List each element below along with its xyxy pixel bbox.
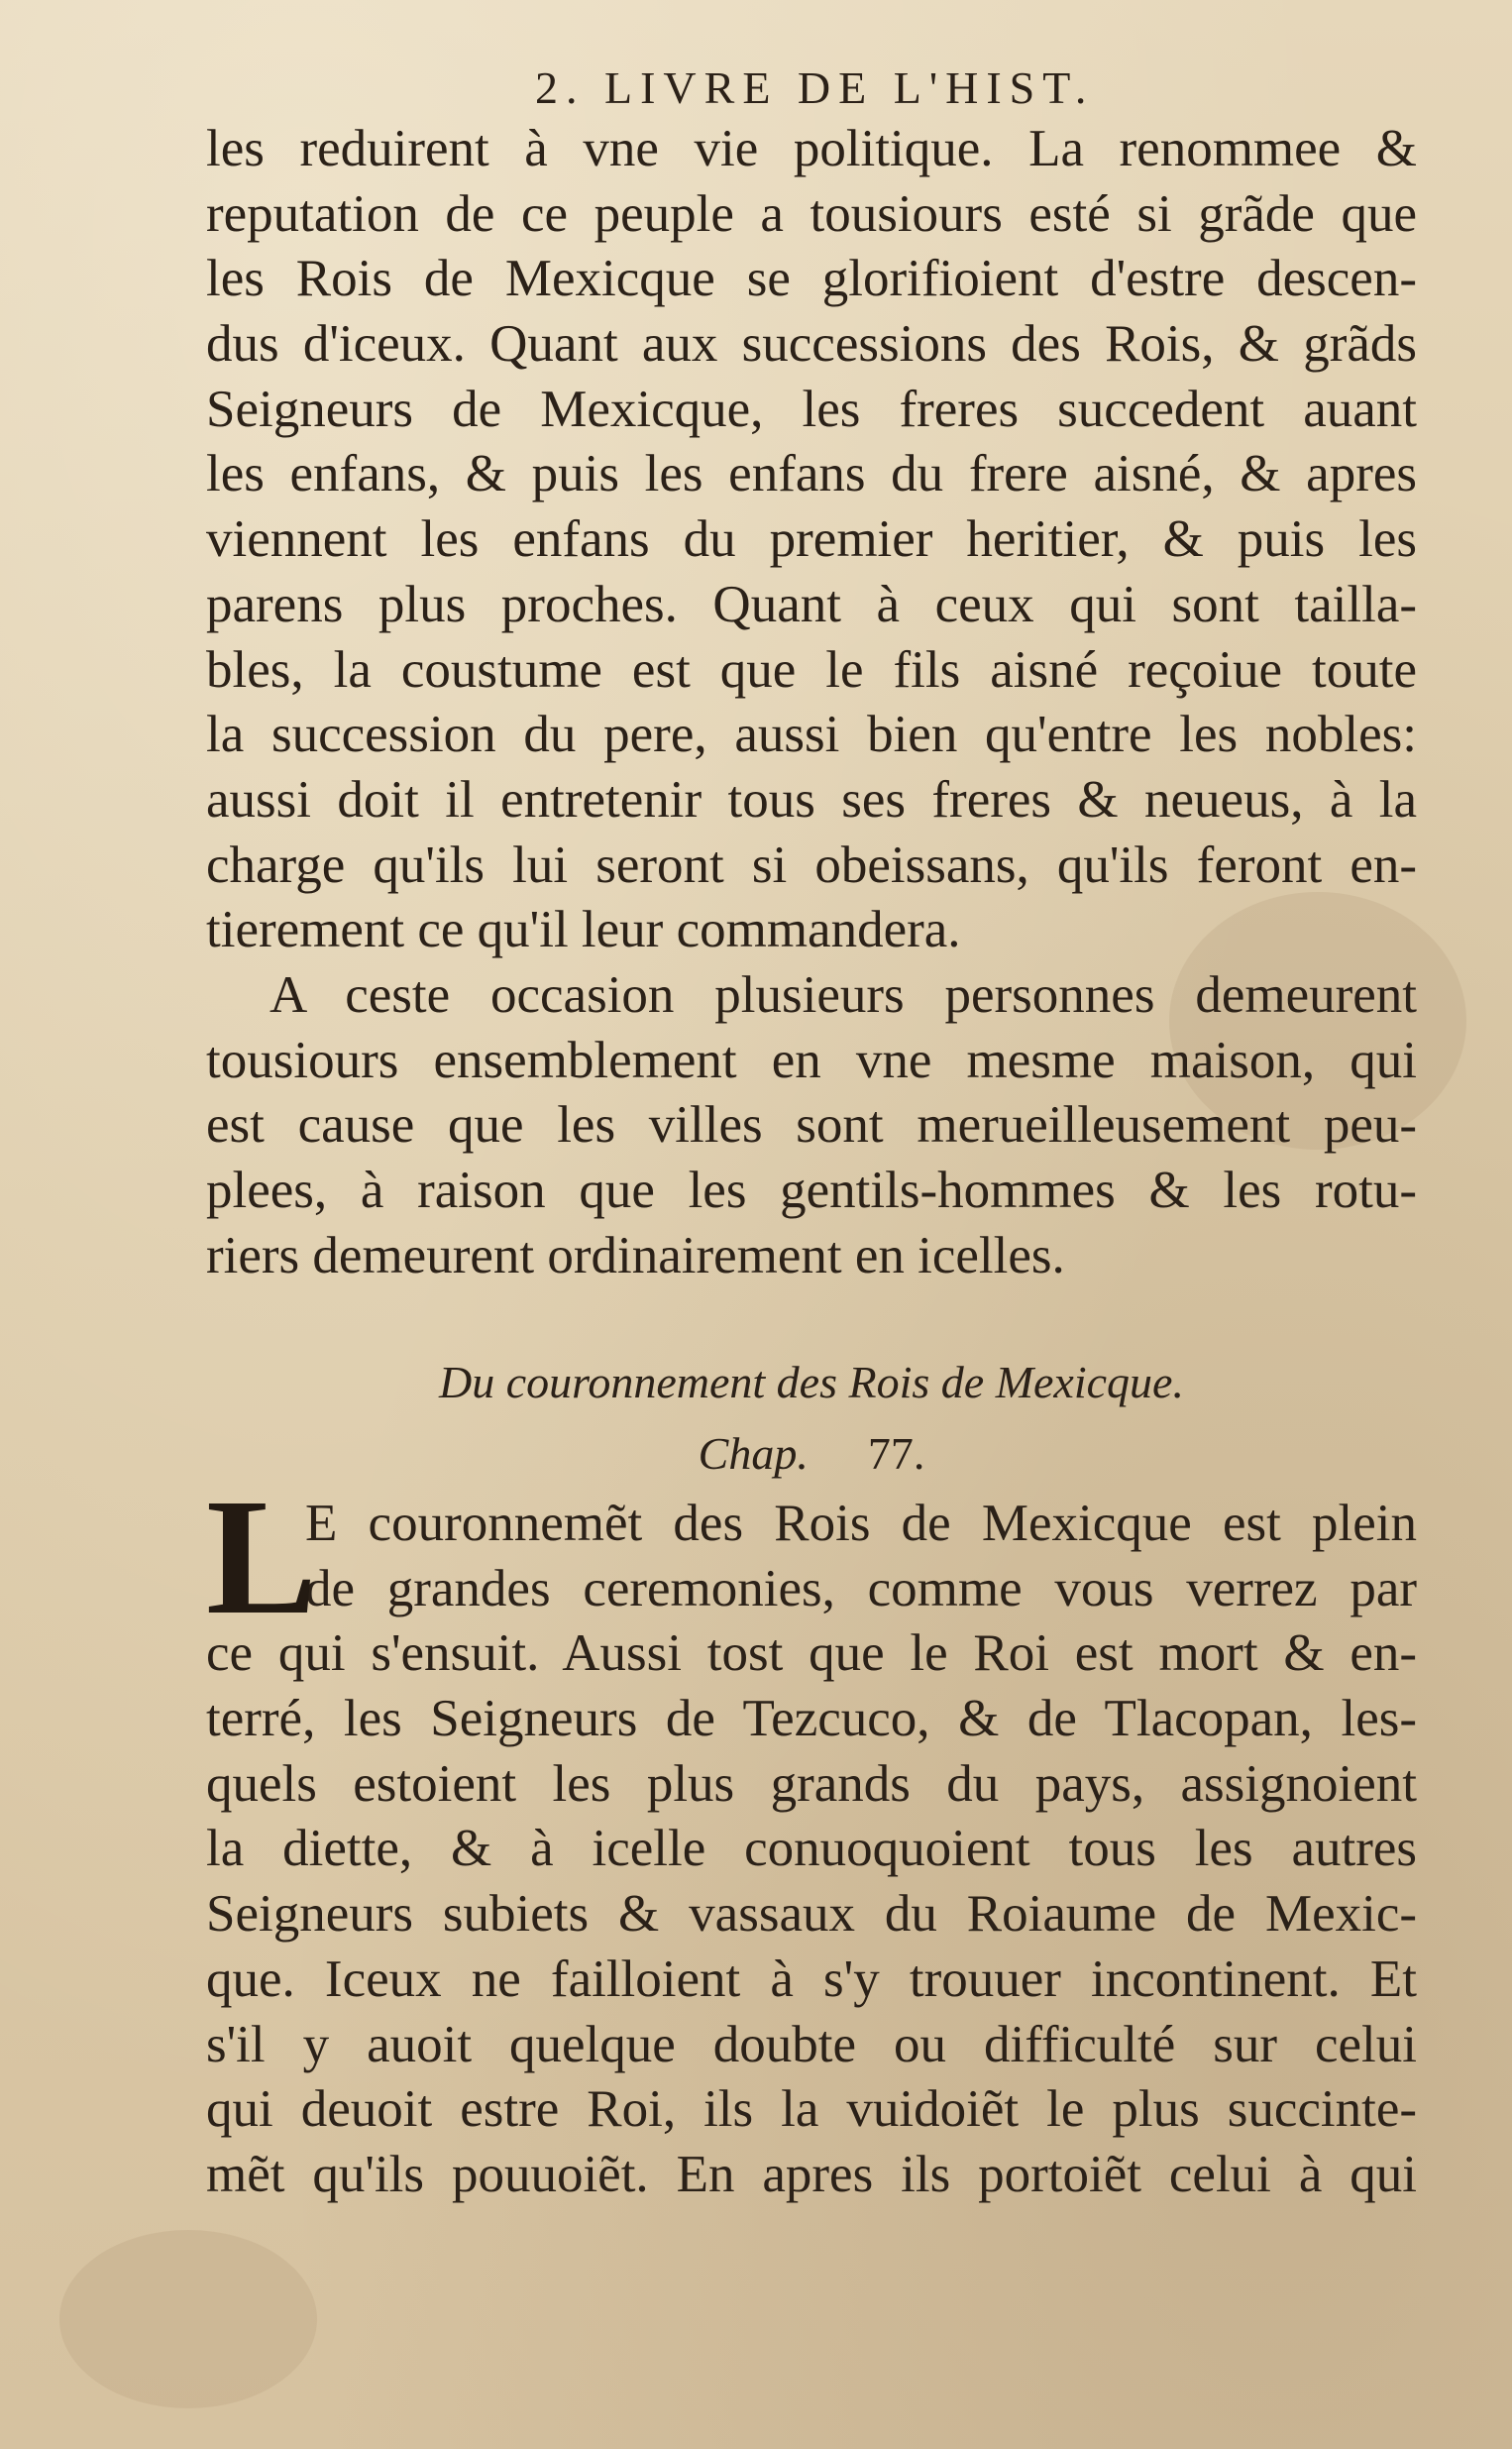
running-head: 2. LIVRE DE L'HIST. [535,62,1095,113]
text-line: tousiours ensemblement en vne mesme maison, qui [206,1031,1417,1089]
text-line: les Rois de Mexicque se glorifioient d'estre descen- [206,250,1417,308]
chapter-title: Du couronnement des Rois de Mexicque. [439,1357,1184,1407]
text-line: E couronnemẽt des Rois de Mexicque est plein [305,1495,1417,1552]
text-line: de grandes ceremonies, comme vous verrez par [305,1559,1417,1617]
paragraph-2 [206,963,1417,1288]
text-line: qui deuoit estre Roi, ils la vuidoiẽt le plus succinte- [206,2080,1417,2139]
text-line: plees, à raison que les gentils-hommes & les rotu- [206,1162,1417,1219]
text-line: charge qu'ils lui seront si obeissans, qu'ils feront en- [206,835,1417,894]
text-line: reputation de ce peuple a tousiours esté si grãde que [206,184,1417,243]
text-line: viennent les enfans du premier heritier, & puis les [206,510,1417,569]
text-line: tierement ce qu'il leur commandera. [206,901,961,959]
text-line: ce qui s'ensuit. Aussi tost que le Roi est mort & en- [206,1624,1417,1683]
text-line: aussi doit il entretenir tous ses freres & neueus, à la [206,770,1417,829]
text-line: riers demeurent ordinairement en icelles. [206,1226,1065,1284]
chapter-number: 77. [867,1428,925,1479]
paragraph-1 [206,117,1417,963]
text-line: s'il y auoit quelque doubte ou difficulté sur celui [206,2015,1417,2073]
text-line: Seigneurs de Mexicque, les freres succedent auant [206,380,1417,438]
text-line: mẽt qu'ils pouuoiẽt. En apres ils portoiẽt celui à qui [206,2145,1417,2203]
chapter-label: Chap. [698,1428,809,1479]
text-line: la diette, & à icelle conuoquoient tous les autres [206,1820,1417,1878]
text-line: bles, la coustume est que le fils aisné reçoiue toute [206,640,1417,699]
text-line: les reduirent à vne vie politique. La renommee & [206,120,1417,177]
text-line: la succession du pere, aussi bien qu'entre les nobles: [206,706,1417,764]
text-line: les enfans, & puis les enfans du frere aisné, & apres [206,445,1417,503]
text-line: que. Iceux ne failloient à s'y trouuer incontinent. Et [206,1949,1417,2008]
text-line: parens plus proches. Quant à ceux qui sont tailla- [206,575,1417,633]
text-line: Seigneurs subiets & vassaux du Roiaume de Mexic- [206,1885,1417,1944]
text-line: est cause que les villes sont merueilleusement peu- [206,1096,1417,1155]
text-line: quels estoient les plus grands du pays, assignoient [206,1754,1417,1813]
paper-stain [59,2230,317,2408]
chapter-body [206,1465,1417,2208]
body-text [206,117,1417,1288]
text-line: A ceste occasion plusieurs personnes demeurent [270,965,1417,1024]
text-line: terré, les Seigneurs de Tezcuco, & de Tlacopan, les- [206,1690,1417,1748]
chapter-heading [206,1427,1417,1480]
drop-cap: L [206,1465,318,1649]
text-line: dus d'iceux. Quant aux successions des Rois, & grãds [206,315,1417,374]
